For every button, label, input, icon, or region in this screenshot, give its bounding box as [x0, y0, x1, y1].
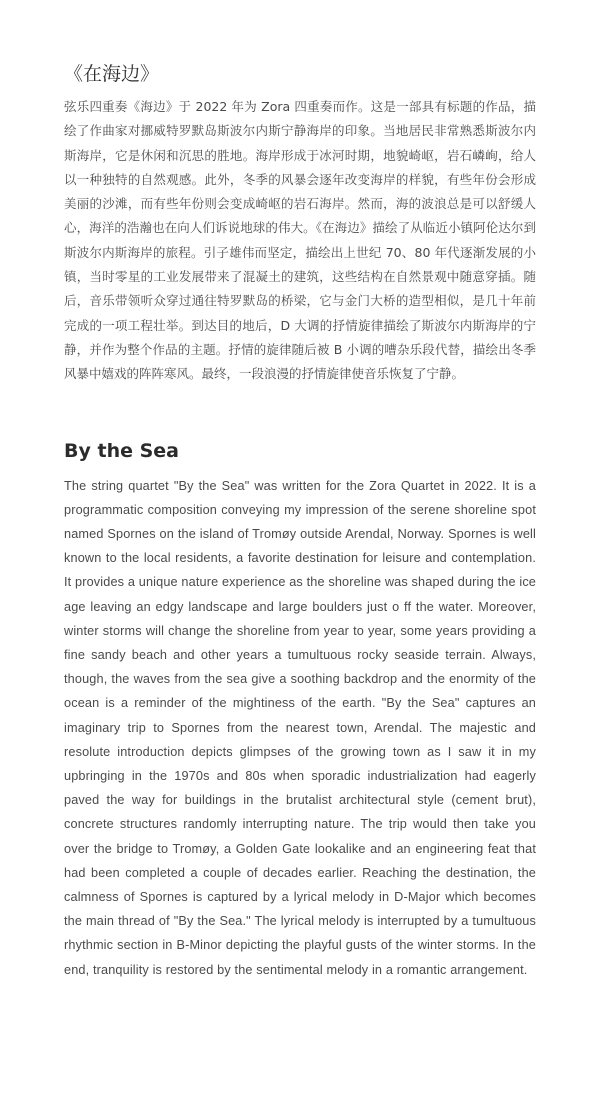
document-page [64, 60, 536, 982]
chinese-title: 《在海边》 [64, 63, 160, 85]
english-section [64, 437, 536, 982]
english-body-paragraph: The string quartet "By the Sea" was written for the Zora Quartet in 2022. It is a programmatic composition conveying my impression of the serene shoreline spot named Spornes on the island of Tromøy outside Arendal, Norway. Spornes is well known to the local residents, a favorite destination for leisure and contemplation. It provides a unique nature experience as the shoreline was shaped during the ice age leaving an edgy landscape and large boulders just o ff the water. Moreover, winter storms will change the shoreline from year to year, some years providing a fine sandy beach and other years a tumultuous rocky seaside terrain. Always, though, the waves from the sea give a soothing backdrop and the enormity of the ocean is a reminder of the mightiness of the earth. "By the Sea" captures an imaginary trip to Spornes from the nearest town, Arendal. The majestic and resolute introduction depicts glimpses of the growing town as I saw it in my upbringing in the 1970s and 80s when sporadic industrialization had eagerly paved the way for buildings in the brutalist architectural style (cement brut), concrete structures randomly interrupting nature. The trip would then take you over the bridge to Tromøy, a Golden Gate lookalike and an engineering feat that had been completed a couple of decades earlier. Reaching the destination, the calmness of Spornes is captured by a lyrical melody in D-Major which becomes the main thread of "By the Sea." The lyrical melody is interrupted by a tumultuous rhythmic section in B-Minor depicting the playful gusts of the winter storms. In the end, tranquility is restored by the sentimental melody in a romantic arrangement. [64, 478, 537, 977]
chinese-section [64, 60, 536, 387]
chinese-body-paragraph: 弦乐四重奏《海边》于 2022 年为 Zora 四重奏而作。这是一部具有标题的作品，描绘了作曲家对挪威特罗默岛斯波尔内斯宁静海岸的印象。当地居民非常熟悉斯波尔内斯海岸，它是休闲和沉思的胜地。海岸形成于冰河时期，地貌崎岖，岩石嶙峋，给人以一种独特的自然观感。此外，冬季的风暴会逐年改变海岸的样貌，有些年份会形成美丽的沙滩，而有些年份则会变成崎岖的岩石海岸。然而，海的波浪总是可以舒缓人心，海洋的浩瀚也在向人们诉说地球的伟大。《在海边》描绘了从临近小镇阿伦达尔到斯波尔内斯海岸的旅程。引子雄伟而坚定，描绘出上世纪 70、80 年代逐渐发展的小镇，当时零星的工业发展带来了混凝土的建筑，这些结构在自然景观中随意穿插。随后，音乐带领听众穿过通往特罗默岛的桥梁，它与金门大桥的造型相似，是几十年前完成的一项工程壮举。到达目的地后，D 大调的抒情旋律描绘了斯波尔内斯海岸的宁静，并作为整个作品的主题。抒情的旋律随后被 B 小调的嘈杂乐段代替，描绘出冬季风暴中嬉戏的阵阵寒风。最终，一段浪漫的抒情旋律使音乐恢复了宁静。 [64, 99, 536, 382]
english-title: By the Sea [64, 439, 179, 462]
